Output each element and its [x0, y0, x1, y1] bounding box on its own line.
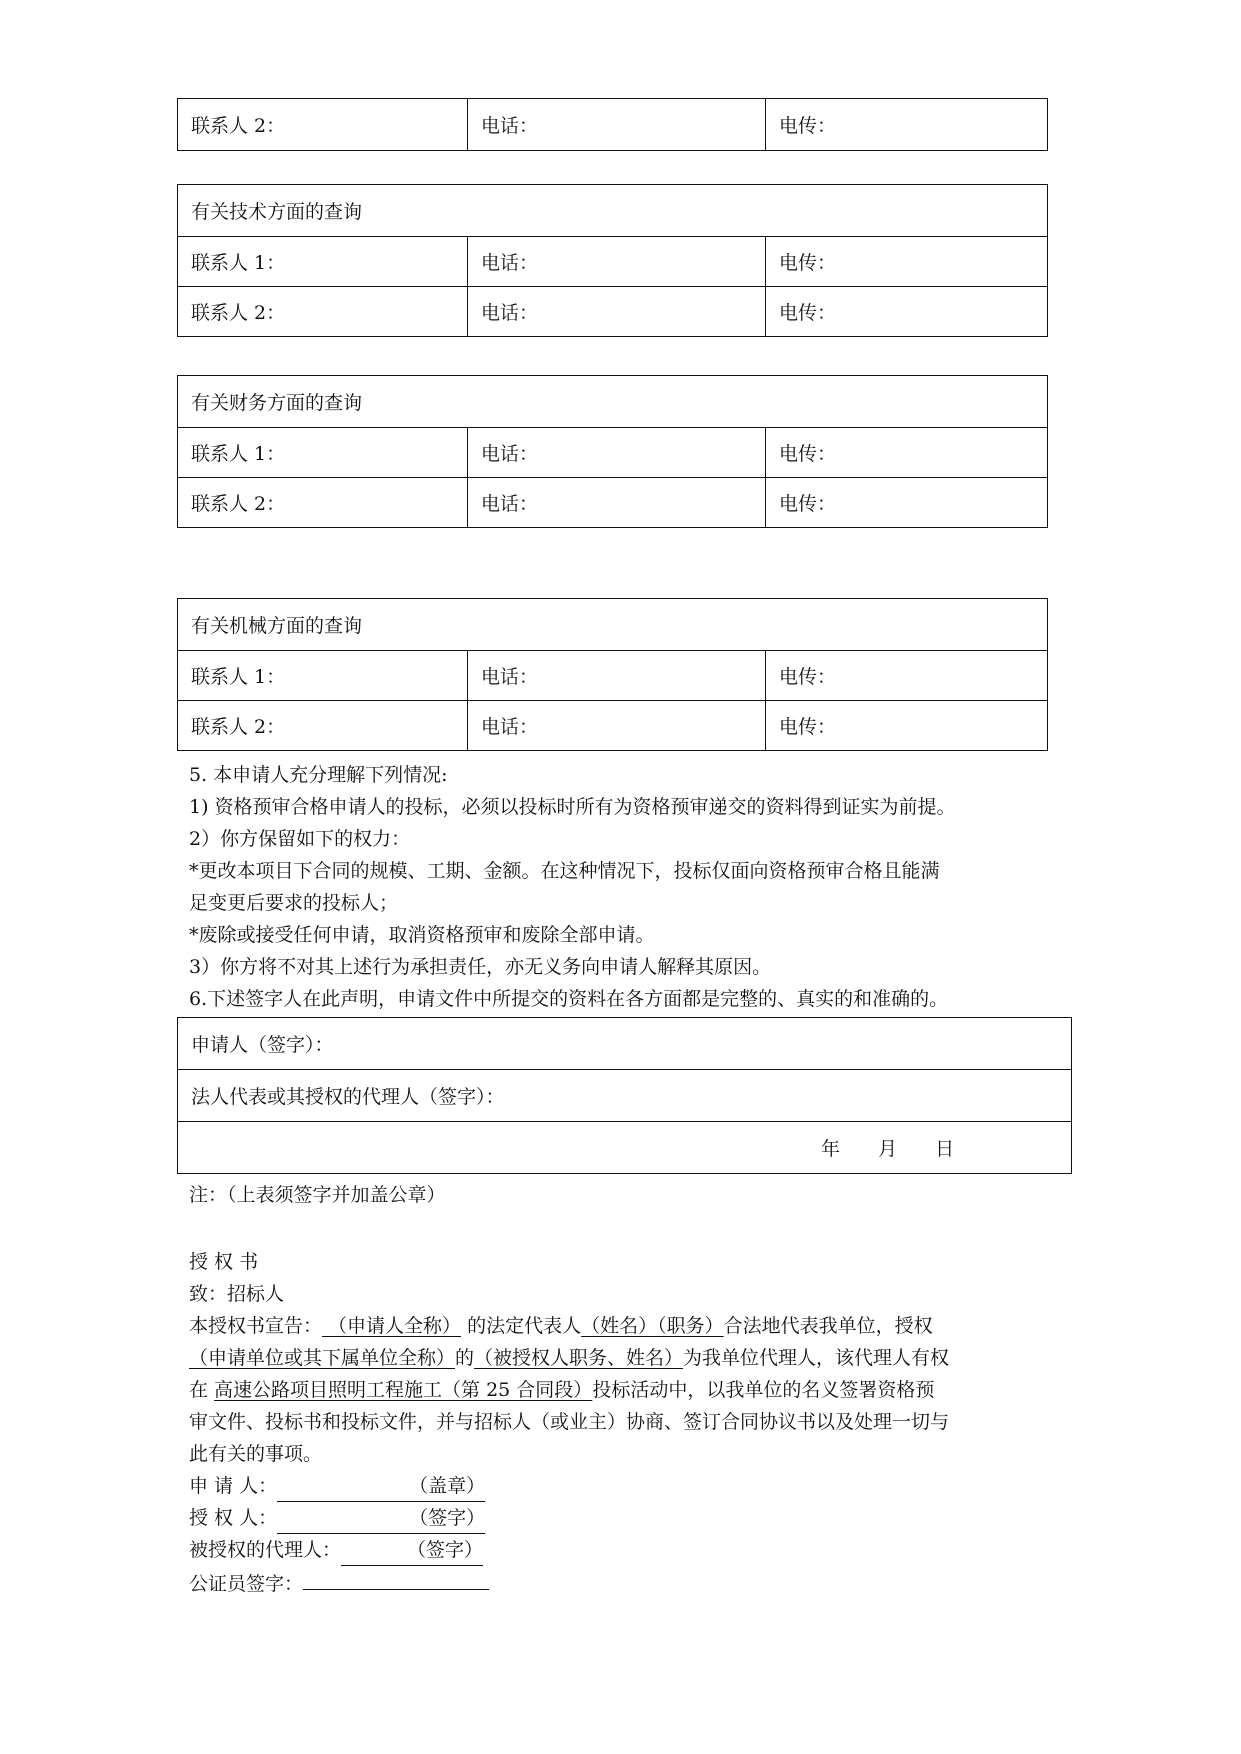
fax-label: 电传： [766, 237, 1048, 287]
unit-fullname-placeholder: （申请单位或其下属单位全称） [189, 1347, 456, 1369]
clause5-heading: 5. 本申请人充分理解下列情况: [189, 764, 448, 786]
applicant-fullname-placeholder: （申请人全称） [322, 1315, 462, 1337]
signature-table [177, 1017, 1072, 1174]
text-fragment: 的 [455, 1347, 475, 1369]
contact2-label: 联系人 2： [178, 478, 468, 528]
phone-label: 电话： [468, 287, 766, 337]
fax-label: 电传： [766, 478, 1048, 528]
authorizer-sign-line: （签字） [277, 1503, 485, 1534]
legal-rep-signature-label: 法人代表或其授权的代理人（签字）： [178, 1070, 1072, 1122]
note: 注：（上表须签字并加盖公章） [189, 1184, 446, 1206]
authorized-person-placeholder: （被授权人职务、姓名） [474, 1347, 684, 1369]
section-title-machinery: 有关机械方面的查询 [178, 599, 1048, 651]
project-name: 高速公路项目照明工程施工（第 25 合同段） [214, 1379, 593, 1401]
clause5-item2: 2）你方保留如下的权力： [189, 828, 411, 850]
authorization-line-4: 审文件、投标书和投标文件，并与招标人（或业主）协商、签订合同协议书以及处理一切与 [189, 1411, 950, 1433]
text-fragment: 合法地代表我单位，授权 [723, 1315, 933, 1337]
applicant-seal-row [189, 1471, 485, 1502]
authorizer-sign-label: 授 权 人： [189, 1507, 278, 1529]
authorization-line-2 [189, 1343, 949, 1373]
agent-sign-label: 被授权的代理人： [189, 1539, 342, 1561]
name-title-placeholder: （姓名）（职务） [581, 1315, 724, 1337]
section-title-technical: 有关技术方面的查询 [178, 185, 1048, 237]
applicant-seal-line: （盖章） [277, 1471, 485, 1502]
fax-label: 电传： [766, 287, 1048, 337]
contact1-label: 联系人 1： [178, 237, 468, 287]
date-row [178, 1122, 1072, 1174]
fax-label: 电传： [766, 651, 1048, 701]
day-label: 日 [935, 1138, 955, 1160]
contact2-label: 联系人 2： [178, 99, 468, 151]
contact2-label: 联系人 2： [178, 287, 468, 337]
contact1-label: 联系人 1： [178, 651, 468, 701]
phone-label: 电话： [468, 428, 766, 478]
authorization-line-1 [189, 1311, 933, 1341]
applicant-signature-label: 申请人（签字）： [178, 1018, 1072, 1070]
phone-label: 电话： [468, 701, 766, 751]
text-fragment: 本授权书宣告： [189, 1315, 323, 1337]
text-fragment: 为我单位代理人，该代理人有权 [683, 1347, 950, 1369]
contact1-label: 联系人 1： [178, 428, 468, 478]
clause5-bullet2: *废除或接受任何申请，取消资格预审和废除全部申请。 [189, 924, 655, 946]
contact-table-technical [177, 184, 1048, 337]
authorization-recipient: 致：招标人 [189, 1283, 285, 1305]
phone-label: 电话： [468, 237, 766, 287]
agent-sign-line: （签字） [341, 1535, 483, 1566]
authorization-line-3 [189, 1375, 934, 1405]
text-fragment: 的法定代表人 [461, 1315, 582, 1337]
phone-label: 电话： [468, 99, 766, 151]
authorization-line-5: 此有关的事项。 [189, 1443, 323, 1465]
contact-table-general [177, 98, 1048, 151]
date-fields [821, 1134, 986, 1161]
agent-sign-row [189, 1535, 483, 1566]
notary-sign-line [303, 1567, 489, 1590]
clause5-bullet1-line1: *更改本项目下合同的规模、工期、金额。在这种情况下，投标仅面向资格预审合格且能满 [189, 860, 940, 882]
authorization-title: 授 权 书 [189, 1251, 259, 1273]
clause6: 6.下述签字人在此声明，申请文件中所提交的资料在各方面都是完整的、真实的和准确的。 [189, 988, 949, 1010]
month-label: 月 [878, 1138, 898, 1160]
year-label: 年 [821, 1138, 841, 1160]
clause5-item3: 3）你方将不对其上述行为承担责任，亦无义务向申请人解释其原因。 [189, 956, 772, 978]
notary-sign-label: 公证员签字： [189, 1573, 304, 1595]
clause5-item1: 1) 资格预审合格申请人的投标，必须以投标时所有为资格预审递交的资料得到证实为前提。 [189, 796, 956, 818]
phone-label: 电话： [468, 478, 766, 528]
applicant-seal-label: 申 请 人： [189, 1475, 278, 1497]
clause5-bullet1-line2: 足变更后要求的投标人； [189, 892, 399, 914]
section-title-financial: 有关财务方面的查询 [178, 376, 1048, 428]
contact-table-financial [177, 375, 1048, 528]
text-fragment: 在 [189, 1379, 215, 1401]
phone-label: 电话： [468, 651, 766, 701]
fax-label: 电传： [766, 428, 1048, 478]
text-fragment: 投标活动中，以我单位的名义签署资格预 [592, 1379, 935, 1401]
fax-label: 电传： [766, 701, 1048, 751]
authorizer-sign-row [189, 1503, 485, 1534]
contact-table-machinery [177, 598, 1048, 751]
notary-sign-row [189, 1567, 489, 1599]
contact2-label: 联系人 2： [178, 701, 468, 751]
fax-label: 电传： [766, 99, 1048, 151]
